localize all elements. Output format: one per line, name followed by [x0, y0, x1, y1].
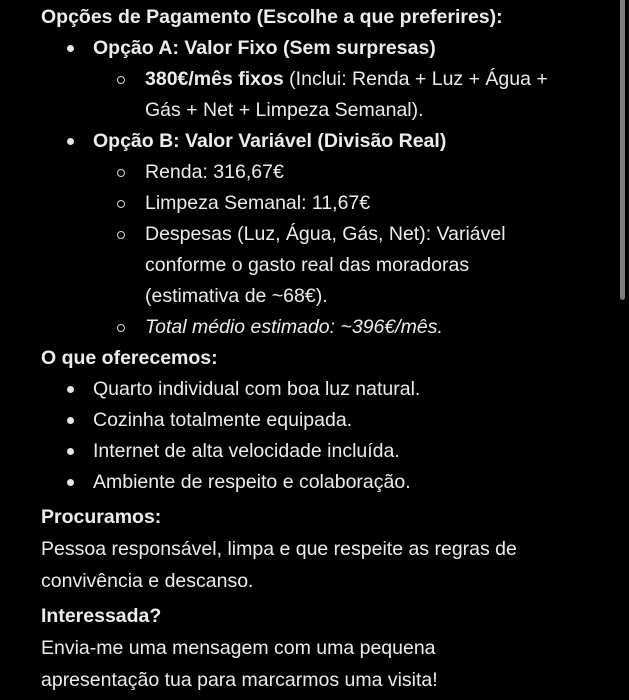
offer-heading: O que oferecemos:	[41, 347, 218, 369]
interested-text-cont: apresentação tua para marcarmos uma visita!	[41, 669, 438, 691]
offer-item-text: Ambiente de respeito e colaboração.	[93, 471, 411, 493]
option-b-expenses-cont2	[41, 281, 601, 312]
option-a-price: 380€/mês fixos	[145, 68, 284, 90]
option-b-expenses-cont	[41, 250, 601, 281]
rent-text: Renda: 316,67€	[145, 161, 284, 183]
option-a-detail	[41, 64, 601, 95]
offer-item-text: Cozinha totalmente equipada.	[93, 409, 353, 431]
option-a-includes: (Inclui: Renda + Luz + Água +	[283, 68, 548, 90]
bullet-dot-icon	[63, 436, 77, 467]
bullet-dot-icon	[63, 405, 77, 436]
option-b-title: Opção B: Valor Variável (Divisão Real)	[93, 130, 447, 152]
listing-text	[41, 2, 601, 696]
option-b-total	[41, 312, 601, 343]
offer-item	[41, 405, 601, 436]
total-estimate-text: Total médio estimado: ~396€/mês.	[145, 316, 443, 338]
expenses-estimate: (estimativa de ~68€).	[145, 285, 328, 307]
interested-heading: Interessada?	[41, 605, 162, 627]
expenses-text-cont: conforme o gasto real das moradoras	[145, 254, 470, 276]
payment-heading: Opções de Pagamento (Escolhe a que preferires):	[41, 6, 503, 28]
scrollbar-thumb[interactable]	[620, 0, 625, 300]
bullet-circle-icon	[114, 64, 128, 95]
bullet-dot-icon	[63, 33, 77, 64]
bullet-dot-icon	[63, 126, 77, 157]
offer-item-text: Internet de alta velocidade incluída.	[93, 440, 400, 462]
seeking-text: Pessoa responsável, limpa e que respeite as regras de	[41, 538, 517, 560]
interested-text: Envia-me uma mensagem com uma pequena	[41, 637, 436, 659]
offer-item	[41, 374, 601, 405]
option-a-title: Opção A: Valor Fixo (Sem surpresas)	[93, 37, 436, 59]
seeking-section	[41, 501, 601, 597]
seeking-heading: Procuramos:	[41, 506, 162, 528]
bullet-circle-icon	[114, 312, 128, 343]
option-b-item	[41, 126, 601, 157]
expenses-text: Despesas (Luz, Água, Gás, Net): Variável	[145, 223, 506, 245]
interested-section	[41, 600, 601, 696]
option-b-cleaning	[41, 188, 601, 219]
bullet-circle-icon	[114, 219, 128, 250]
bullet-dot-icon	[63, 374, 77, 405]
option-b-expenses	[41, 219, 601, 250]
bullet-circle-icon	[114, 188, 128, 219]
vertical-scrollbar[interactable]	[620, 0, 625, 700]
bullet-circle-icon	[114, 157, 128, 188]
option-b-rent	[41, 157, 601, 188]
option-a-detail-cont	[41, 95, 601, 126]
offer-item-text: Quarto individual com boa luz natural.	[93, 378, 421, 400]
option-a-item	[41, 33, 601, 64]
offer-item	[41, 467, 601, 498]
offer-item	[41, 436, 601, 467]
seeking-text-cont: convivência e descanso.	[41, 570, 254, 592]
cleaning-text: Limpeza Semanal: 11,67€	[145, 192, 371, 214]
option-a-includes-cont: Gás + Net + Limpeza Semanal).	[145, 99, 424, 121]
bullet-dot-icon	[63, 467, 77, 498]
